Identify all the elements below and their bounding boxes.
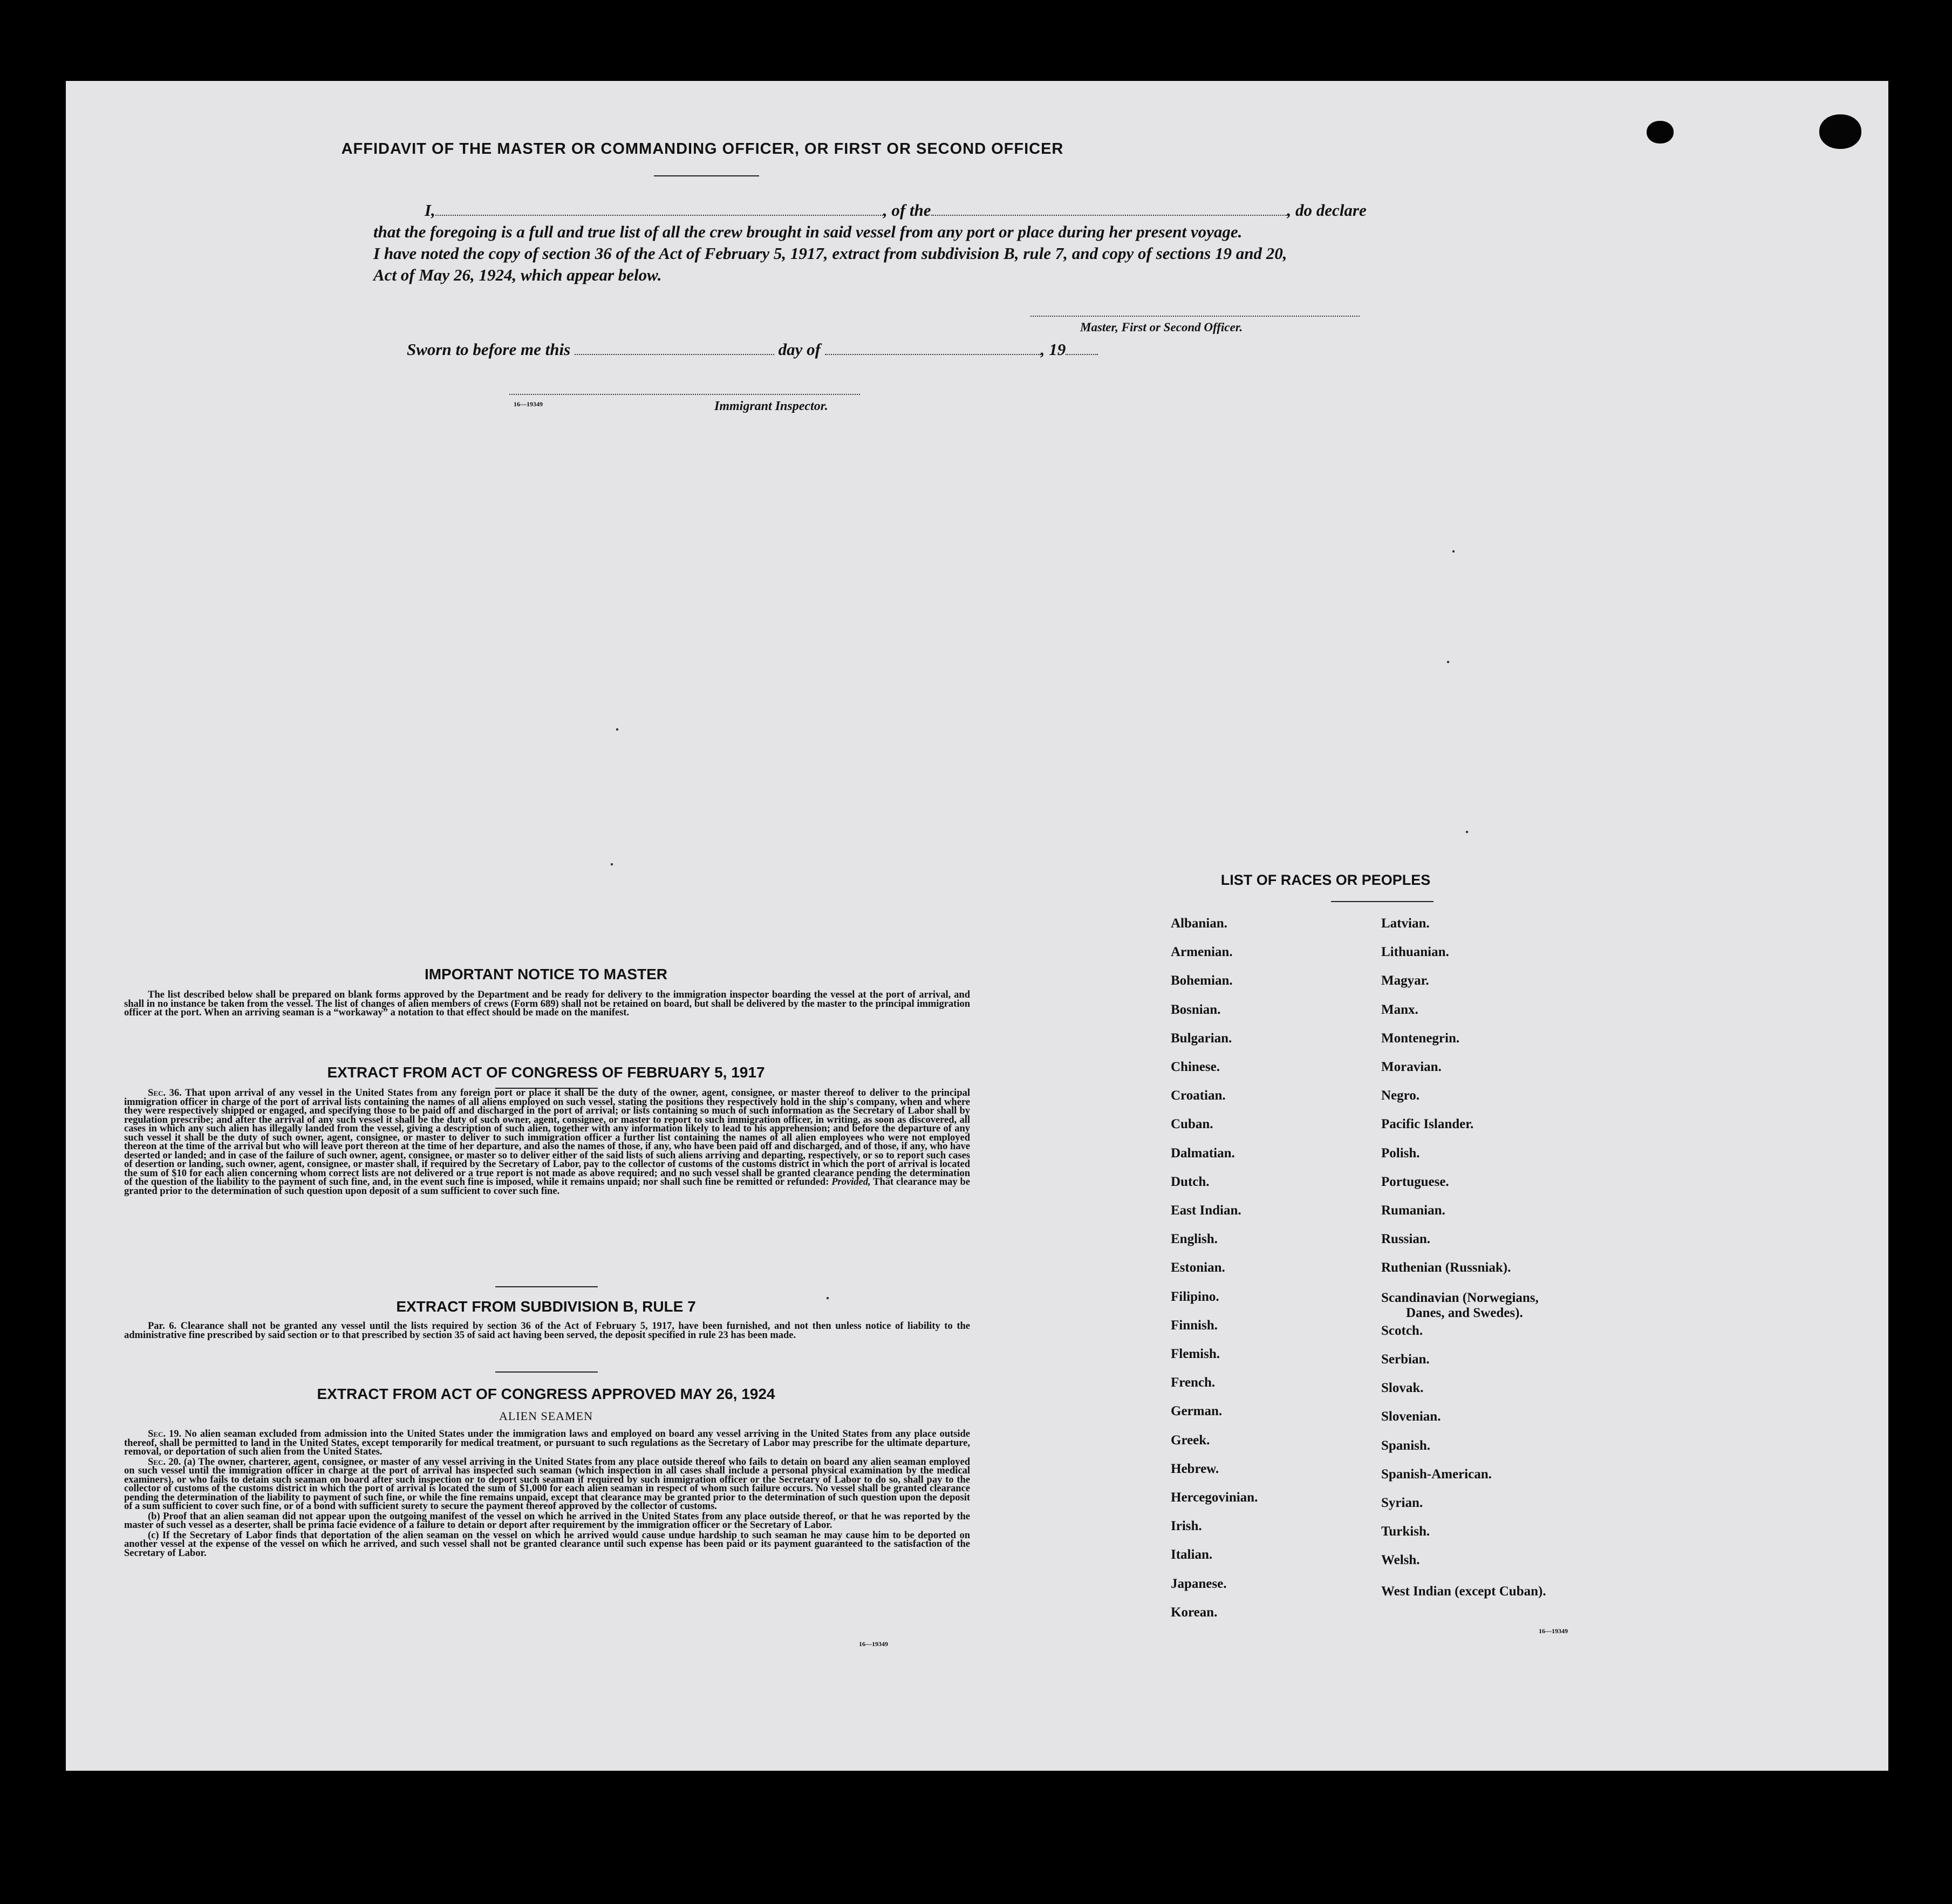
race-item: Spanish-American. xyxy=(1381,1467,1492,1482)
race-item: Italian. xyxy=(1171,1547,1213,1562)
race-item: Scandinavian (Norwegians, Danes, and Swedes). xyxy=(1381,1291,1539,1320)
race-item: German. xyxy=(1171,1404,1223,1418)
declaration xyxy=(373,200,1447,286)
race-item: East Indian. xyxy=(1171,1203,1241,1218)
race-item: Slovenian. xyxy=(1381,1409,1441,1424)
extract-rule7-title: EXTRACT FROM SUBDIVISION B, RULE 7 xyxy=(396,1298,696,1315)
extract-1917-title: EXTRACT FROM ACT OF CONGRESS OF FEBRUARY 5, 1917 xyxy=(327,1064,765,1081)
notice-paragraph: The list described below shall be prepared on blank forms approved by the Department and be ready for delivery to the immigration inspector boarding the vessel at the port of arrival, and shall in no instance be taken from the vessel. The list of changes of alien members of crews (Form 689) shall not be retained on board, but shall be delivered by the master to the principal immigration officer at the port. When an arriving seaman is a “workaway” a notation to that effect should be made on the manifest. xyxy=(124,989,970,1018)
declaration-line-4: Act of May 26, 1924, which appear below. xyxy=(373,265,662,284)
scan-speck xyxy=(611,863,613,865)
race-item: Finnish. xyxy=(1171,1318,1218,1333)
race-item: Dalmatian. xyxy=(1171,1146,1235,1161)
of-the-text: , of the xyxy=(883,201,931,220)
month-blank xyxy=(825,341,1041,355)
divider xyxy=(495,1371,598,1373)
notice-title: IMPORTANT NOTICE TO MASTER xyxy=(424,966,668,982)
race-item: Manx. xyxy=(1381,1002,1418,1017)
ink-blot xyxy=(1819,114,1861,149)
race-item: Korean. xyxy=(1171,1605,1218,1620)
extract-1924-text xyxy=(124,1430,970,1559)
scan-speck xyxy=(1452,550,1455,552)
race-item: Irish. xyxy=(1171,1519,1202,1533)
divider xyxy=(654,175,759,176)
divider xyxy=(1331,901,1434,902)
sec-19-text: No alien seaman excluded from admission into the United States under the immigration laws and employed on board any vessel arriving in the United States from any place outside thereof, shall be permitted to land in the United States, except temporarily for medical treatment, or pursuant to such regulations as the Secretary of Labor may prescribe for the ultimate departure, removal, or deportation of such alien from the United States. xyxy=(124,1429,971,1457)
day-of-text: day of xyxy=(778,340,821,359)
form-number: 16—19349 xyxy=(859,1640,888,1648)
race-item: Montenegrin. xyxy=(1381,1031,1460,1046)
alien-seamen-subtitle: ALIEN SEAMEN xyxy=(499,1409,593,1423)
race-item: Magyar. xyxy=(1381,973,1429,988)
name-blank xyxy=(435,202,883,216)
scan-speck xyxy=(1447,661,1449,663)
sworn-prefix: Sworn to before me this xyxy=(407,340,571,359)
declaration-line-2: that the foregoing is a full and true list of all the crew brought in said vessel from any port or place during her present voyage. xyxy=(373,222,1243,241)
sec-19-paragraph xyxy=(124,1430,970,1457)
race-item: Flemish. xyxy=(1171,1347,1220,1361)
race-item: Armenian. xyxy=(1171,945,1233,959)
notice-text xyxy=(124,991,970,1019)
sec-20b-paragraph: (b) Proof that an alien seaman did not appear upon the outgoing manifest of the vessel on which he arrived in the United States from any place outside thereof, or that he was reported by the master of such vessel as a deserter, shall be prima facie evidence of a failure to detain or deport after requirement by the immigration officer or the Secretary of Labor. xyxy=(124,1511,970,1531)
vessel-blank xyxy=(931,202,1287,216)
race-item: Latvian. xyxy=(1381,916,1430,931)
race-item: Scotch. xyxy=(1381,1323,1423,1338)
race-item: Ruthenian (Russniak). xyxy=(1381,1260,1511,1275)
declaration-line-1 xyxy=(373,200,1447,221)
day-blank xyxy=(575,341,774,355)
form-number: 16—19349 xyxy=(1539,1627,1568,1635)
race-item: Turkish. xyxy=(1381,1524,1430,1539)
sec-20a-text: (a) The owner, charterer, agent, consignee, or master of any vessel arriving in the United States from any place outside thereof who fails to detain on board any alien seaman employed on such vessel until the immigration officer in charge at the port of arrival has inspected such seaman (which inspection in all cases shall include a personal physical examination by the medical examiners), or who fails to detain such seaman on board after such inspection or to deport such seaman if required by such immigration officer or the Secretary of Labor to do so, shall pay to the collector of customs of the customs district in which the port of arrival is located the sum of $1,000 for each alien seaman in respect of whom such failure occurs. No vessel shall be granted clearance pending the determination of the liability to payment of such fine, or while the fine remains unpaid, except that clearance may be granted prior to the determination of such question upon the deposit of a sum sufficient to cover such fine, or of a bond with sufficient surety to secure the payment thereof approved by the collector of customs. xyxy=(124,1456,970,1512)
race-item: Moravian. xyxy=(1381,1060,1442,1074)
race-item: Syrian. xyxy=(1381,1496,1423,1510)
race-item: Welsh. xyxy=(1381,1553,1420,1567)
sworn-line xyxy=(407,340,1098,359)
race-item: Serbian. xyxy=(1381,1352,1430,1367)
races-title: LIST OF RACES OR PEOPLES xyxy=(1220,872,1431,888)
sec-36-text: That upon arrival of any vessel in the United States from any foreign port or place it shall be the duty of the owner, agent, consignee, or master thereof to deliver to the principal immigration officer in charge of the port of arrival lists containing the names of all aliens employed on such vessel, stating the positions they respectively hold in the ship's company, when and where they were respectively shipped or engaged, and specifying those to be paid off and discharged in the port of arrival; or lists containing so much of such information as the Secretary of Labor shall by regulation prescribe; and after the arrival of any such vessel it shall be the duty of such owner, agent, consignee, or master to report to such immigration officer, in writing, as soon as discovered, all cases in which any such alien has illegally landed from the vessel, giving a description of such alien, together with any information likely to lead to his apprehension; and before the departure of any such vessel it shall be the duty of such owner, agent, consignee, or master to deliver to such immigration officer a further list containing the names of all alien employees who were not employed thereon at the time of the arrival but who will leave port thereon at the time of her departure, and also the names of those, if any, who have been paid off and discharged, and of those, if any, who have deserted or landed; and in case of the failure of such owner, agent, consignee, or master so to deliver either of the said lists of such aliens arriving and departing, respectively, or so to report such cases of desertion or landing, such owner, agent, consignee, or master shall, if required by the Secretary of Labor, pay to the collector of customs of the customs district in which the port of arrival is located the sum of $10 for each alien concerning whom correct lists are not delivered or a true report is not made as above required; and no such vessel shall be granted clearance pending the determination of the question of the liability to the payment of such fine, and, in the event such fine is imposed, while it remains unpaid; nor shall such fine be remitted or refunded: xyxy=(124,1088,970,1188)
inspector-signature-line xyxy=(509,394,860,395)
race-item: Spanish. xyxy=(1381,1438,1431,1453)
signature-line xyxy=(1030,316,1360,317)
race-item: Polish. xyxy=(1381,1146,1420,1161)
year-prefix: , 19 xyxy=(1040,340,1066,359)
extract-1917-text xyxy=(124,1089,970,1197)
race-item: Greek. xyxy=(1171,1433,1210,1448)
sec-20a-paragraph xyxy=(124,1458,970,1511)
sec-36-paragraph xyxy=(124,1089,970,1196)
race-item: Hebrew. xyxy=(1171,1462,1219,1476)
race-item: West Indian (except Cuban). xyxy=(1381,1584,1546,1599)
race-item: Hercegovinian. xyxy=(1171,1490,1258,1505)
race-item: Russian. xyxy=(1381,1232,1431,1246)
extract-rule7-text xyxy=(124,1322,970,1341)
provided-text: Provided, xyxy=(831,1177,871,1188)
ink-blot xyxy=(1647,121,1674,144)
divider xyxy=(495,1286,598,1287)
race-item: Filipino. xyxy=(1171,1289,1219,1304)
form-number: 16—19349 xyxy=(514,400,543,408)
extract-1924-title: EXTRACT FROM ACT OF CONGRESS APPROVED MAY 26, 1924 xyxy=(317,1386,775,1402)
race-item: Portuguese. xyxy=(1381,1175,1449,1189)
race-item: Dutch. xyxy=(1171,1175,1210,1189)
sec-19-label: Sec. 19. xyxy=(148,1429,182,1439)
rule7-paragraph: Par. 6. Clearance shall not be granted any vessel until the lists required by section 36 of the Act of February 5, 1917, have been furnished, and not then unless notice of liability to the administrative fine prescribed by said section or to that prescribed by section 35 of said act having been served, the deposit specified in rule 23 has been made. xyxy=(124,1321,970,1341)
race-item: English. xyxy=(1171,1232,1218,1246)
race-item: Rumanian. xyxy=(1381,1203,1445,1218)
sec-20-label: Sec. 20. xyxy=(148,1456,181,1468)
race-item: Lithuanian. xyxy=(1381,945,1449,959)
declaration-line-3: I have noted the copy of section 36 of the Act of February 5, 1917, extract from subdivision B, rule 7, and copy of sections 19 and 20, xyxy=(373,244,1287,263)
do-declare-text: , do declare xyxy=(1287,201,1367,220)
declaration-i: I, xyxy=(425,201,435,220)
scan-speck xyxy=(827,1297,829,1299)
race-item: Japanese. xyxy=(1171,1577,1227,1591)
year-blank xyxy=(1066,341,1098,355)
race-item: Bohemian. xyxy=(1171,973,1233,988)
sec-20c-paragraph: (c) If the Secretary of Labor finds that deportation of the alien seaman on the vessel on which he arrived would cause undue hardship to such seaman he may cause him to be deported on another vessel at the expense of the vessel on which he arrived, and such vessel shall not be granted clearance until such expense has been paid or its payment guaranteed to the satisfaction of the Secretary of Labor. xyxy=(124,1530,970,1559)
document-page xyxy=(66,81,1888,1771)
race-item: Pacific Islander. xyxy=(1381,1117,1474,1131)
race-item: Negro. xyxy=(1381,1088,1420,1103)
race-item: Croatian. xyxy=(1171,1088,1226,1103)
race-item: Albanian. xyxy=(1171,916,1227,931)
race-item: French. xyxy=(1171,1375,1216,1390)
affidavit-title: AFFIDAVIT OF THE MASTER OR COMMANDING OFFICER, OR FIRST OR SECOND OFFICER xyxy=(341,140,1064,158)
inspector-label: Immigrant Inspector. xyxy=(714,399,828,413)
signature-label: Master, First or Second Officer. xyxy=(1080,320,1243,334)
race-item: Slovak. xyxy=(1381,1381,1424,1395)
race-item: Estonian. xyxy=(1171,1260,1225,1275)
sec-36-text-end: That clearance may be granted prior to the determination of such question upon deposit of a sum sufficient to cover such fine. xyxy=(124,1177,970,1197)
race-item: Bulgarian. xyxy=(1171,1031,1232,1046)
race-item: Bosnian. xyxy=(1171,1002,1221,1017)
scan-speck xyxy=(616,728,618,731)
race-item: Cuban. xyxy=(1171,1117,1213,1131)
sec-36-label: Sec. 36. xyxy=(148,1088,182,1098)
race-item: Chinese. xyxy=(1171,1060,1220,1074)
scan-speck xyxy=(1466,831,1468,833)
